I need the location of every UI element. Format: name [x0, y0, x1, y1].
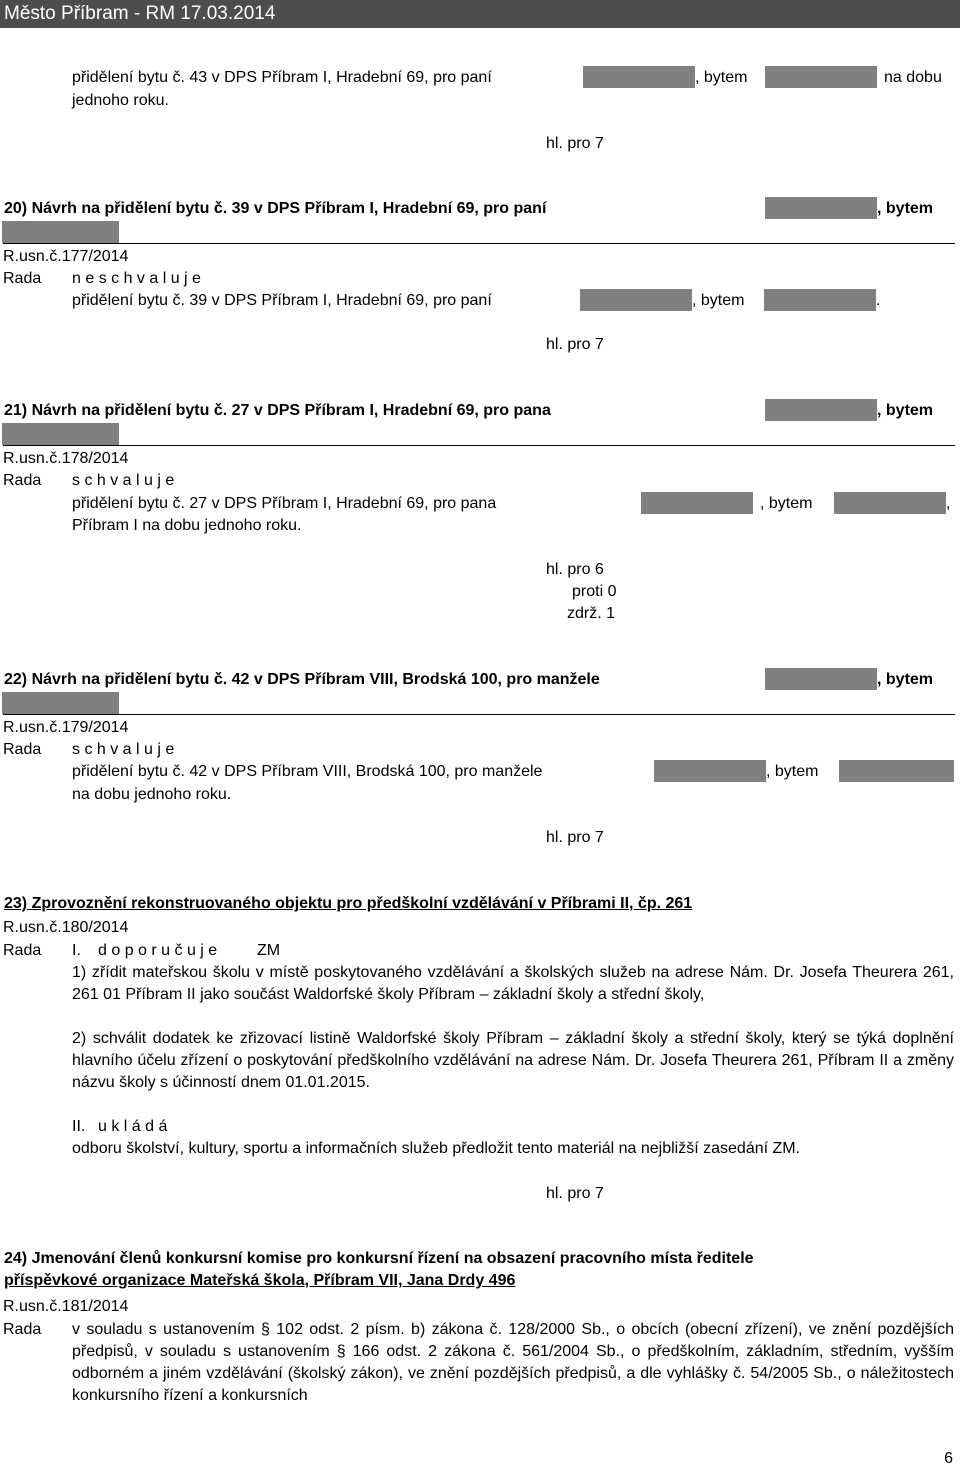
section-heading-tail: , bytem — [877, 671, 934, 688]
redaction-block — [2, 692, 119, 714]
text-line: , bytem — [692, 292, 745, 309]
text-line: přidělení bytu č. 43 v DPS Příbram I, Hradební 69, pro paní — [72, 69, 492, 86]
resolution-number: R.usn.č.180/2014 — [3, 919, 129, 936]
document-title: Město Příbram - RM 17.03.2014 — [4, 3, 276, 24]
vote-result: hl. pro 7 — [546, 829, 604, 846]
roman-numeral: I. — [72, 942, 81, 959]
addressee: ZM — [257, 942, 281, 959]
resolution-verb: d o p o r u č u j e — [98, 942, 218, 959]
text-line: přidělení bytu č. 27 v DPS Příbram I, Hradební 69, pro pana — [72, 495, 497, 512]
redaction-block — [834, 492, 946, 514]
redaction-block — [580, 289, 692, 311]
rada-label: Rada — [3, 942, 42, 959]
text-line: odboru školství, kultury, sportu a informačních služeb předložit tento materiál na nejbližší zasedání ZM. — [72, 1140, 801, 1157]
rada-label: Rada — [3, 741, 42, 758]
text-line: . — [876, 292, 881, 309]
redaction-block — [2, 423, 119, 445]
text-line: , — [946, 495, 951, 512]
vote-result: hl. pro 6 — [546, 561, 604, 578]
resolution-verb: n e s c h v a l u j e — [72, 270, 201, 287]
page-number: 6 — [944, 1450, 953, 1467]
redaction-block — [765, 66, 877, 88]
vote-result: hl. pro 7 — [546, 135, 604, 152]
resolution-number: R.usn.č.181/2014 — [3, 1298, 129, 1315]
redaction-block — [765, 197, 877, 219]
section-heading: 24) Jmenování členů konkursní komise pro konkursní řízení na obsazení pracovního místa ředitele — [4, 1250, 754, 1267]
resolution-verb: s c h v a l u j e — [72, 741, 175, 758]
resolution-number: R.usn.č.179/2014 — [3, 719, 129, 736]
roman-numeral: II. — [72, 1118, 86, 1135]
rada-label: Rada — [3, 472, 42, 489]
rada-label: Rada — [3, 270, 42, 287]
paragraph: 1) zřídit mateřskou školu v místě poskytovaného vzdělávání a školských služeb na adrese Nám. Dr. Josefa Theurera 261, 261 01 Příbram II jako součást Waldorfské školy Příbram – základní školy a střední školy, — [72, 964, 954, 1003]
section-heading: 23) Zprovoznění rekonstruovaného objektu pro předškolní vzdělávání v Příbrami II, čp. 261 — [4, 895, 693, 912]
redaction-block — [583, 66, 695, 88]
rada-label: Rada — [3, 1321, 42, 1338]
redaction-block — [641, 492, 753, 514]
redaction-block — [765, 668, 877, 690]
redaction-block — [839, 760, 954, 782]
vote-result: hl. pro 7 — [546, 336, 604, 353]
section-rule — [3, 445, 955, 446]
page-header — [0, 0, 960, 28]
redaction-block — [764, 289, 876, 311]
text-line: přidělení bytu č. 39 v DPS Příbram I, Hradební 69, pro paní — [72, 292, 492, 309]
text-line: , bytem — [695, 69, 748, 86]
section-rule — [3, 714, 955, 715]
vote-result: proti 0 — [572, 583, 617, 600]
redaction-block — [765, 399, 877, 421]
text-line: na dobu jednoho roku. — [72, 786, 232, 803]
text-line: jednoho roku. — [72, 92, 169, 109]
vote-result: zdrž. 1 — [567, 605, 616, 622]
section-heading-tail: , bytem — [877, 402, 934, 419]
paragraph: 2) schválit dodatek ke zřizovací listině Waldorfské školy Příbram – základní školy a střední školy, který se týká doplnění hlavního účelu zřízení o poskytování předškolního vzdělávání na adrese Nám. Dr. Josefa Theurera 261, Příbram II a změny názvu školy s účinností dnem 01.01.2015. — [72, 1030, 954, 1091]
redaction-block — [2, 221, 119, 243]
redaction-block — [654, 760, 766, 782]
resolution-number: R.usn.č.178/2014 — [3, 450, 129, 467]
text-line: Příbram I na dobu jednoho roku. — [72, 517, 302, 534]
text-line: na dobu — [884, 69, 942, 86]
resolution-verb: s c h v a l u j e — [72, 472, 175, 489]
text-line: , bytem — [760, 495, 813, 512]
paragraph: v souladu s ustanovením § 102 odst. 2 písm. b) zákona č. 128/2000 Sb., o obcích (obecní zřízení), ve znění pozdějších předpisů, v souladu s ustanovením § 166 odst. 2 zákona č. 561/2004 Sb., o předškolním, základním, středním, vyšším odborném a jiném vzdělávání (školský zákon), ve znění pozdějších předpisů, a dle vyhlášky č. 54/2005 Sb., o náležitostech konkursního řízení a konkursních — [72, 1321, 954, 1404]
text-line: , bytem — [766, 763, 819, 780]
section-heading: 22) Návrh na přidělení bytu č. 42 v DPS Příbram VIII, Brodská 100, pro manžele — [4, 671, 600, 688]
section-rule — [3, 243, 955, 244]
section-heading-tail: , bytem — [877, 200, 934, 217]
section-heading: příspěvkové organizace Mateřská škola, Příbram VII, Jana Drdy 496 — [4, 1272, 516, 1289]
section-heading: 20) Návrh na přidělení bytu č. 39 v DPS Příbram I, Hradební 69, pro paní — [4, 200, 547, 217]
section-heading: 21) Návrh na přidělení bytu č. 27 v DPS Příbram I, Hradební 69, pro pana — [4, 402, 551, 419]
resolution-verb: u k l á d á — [98, 1118, 168, 1135]
text-line: přidělení bytu č. 42 v DPS Příbram VIII, Brodská 100, pro manžele — [72, 763, 543, 780]
vote-result: hl. pro 7 — [546, 1185, 604, 1202]
resolution-number: R.usn.č.177/2014 — [3, 248, 129, 265]
